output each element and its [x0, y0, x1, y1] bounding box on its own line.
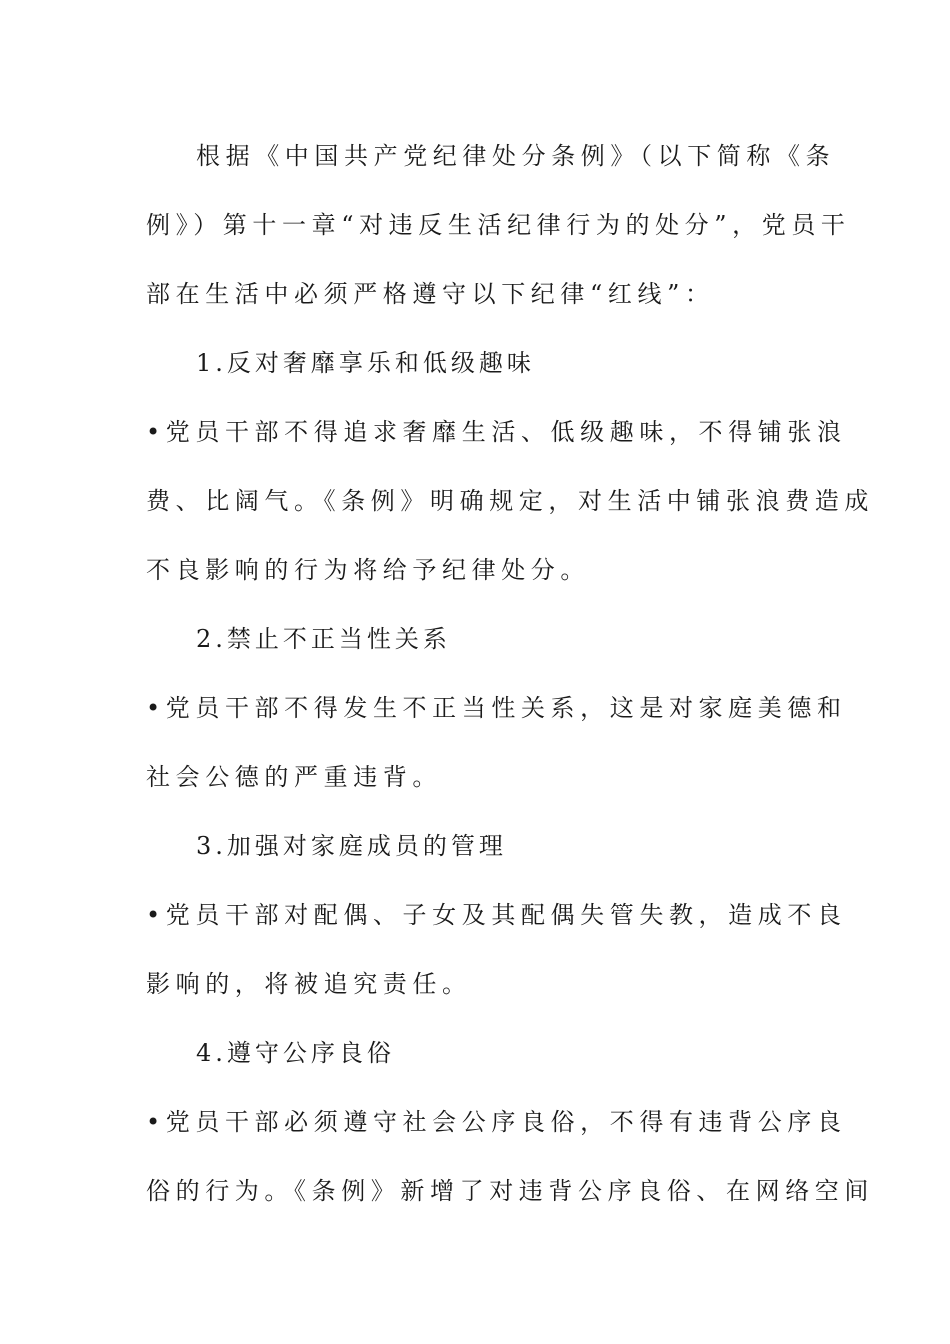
section-3: [146, 812, 847, 1019]
intro-line: 根据《中国共产党纪律处分条例》（以下简称《条: [196, 142, 836, 170]
section-body-line: •党员干部不得追求奢靡生活、低级趣味，不得铺张浪: [146, 418, 847, 446]
intro-paragraph: [146, 122, 851, 329]
section-2: [146, 605, 847, 812]
intro-line: 部在生活中必须严格遵守以下纪律“红线”：: [146, 280, 715, 308]
section-heading: 4.遵守公序良俗: [196, 1039, 395, 1067]
intro-line: 例》）第十一章“对违反生活纪律行为的处分”，党员干: [146, 211, 851, 239]
section-heading: 2.禁止不正当性关系: [196, 625, 451, 653]
section-body-line: •党员干部对配偶、子女及其配偶失管失教，造成不良: [146, 901, 847, 929]
section-heading: 1.反对奢靡享乐和低级趣味: [196, 349, 535, 377]
section-body-line: 俗的行为。《条例》新增了对违背公序良俗、在网络空间: [146, 1177, 874, 1205]
document-body: [146, 122, 874, 1226]
section-body-line: •党员干部不得发生不正当性关系，这是对家庭美德和: [146, 694, 847, 722]
section-body-line: 费、比阔气。《条例》明确规定，对生活中铺张浪费造成: [146, 487, 874, 515]
section-body-line: •党员干部必须遵守社会公序良俗，不得有违背公序良: [146, 1108, 847, 1136]
section-body-line: 不良影响的行为将给予纪律处分。: [146, 556, 590, 584]
section-1: [146, 329, 874, 605]
section-body-line: 社会公德的严重违背。: [146, 763, 442, 791]
section-body-line: 影响的，将被追究责任。: [146, 970, 472, 998]
section-heading: 3.加强对家庭成员的管理: [196, 832, 507, 860]
section-4: [146, 1019, 874, 1226]
